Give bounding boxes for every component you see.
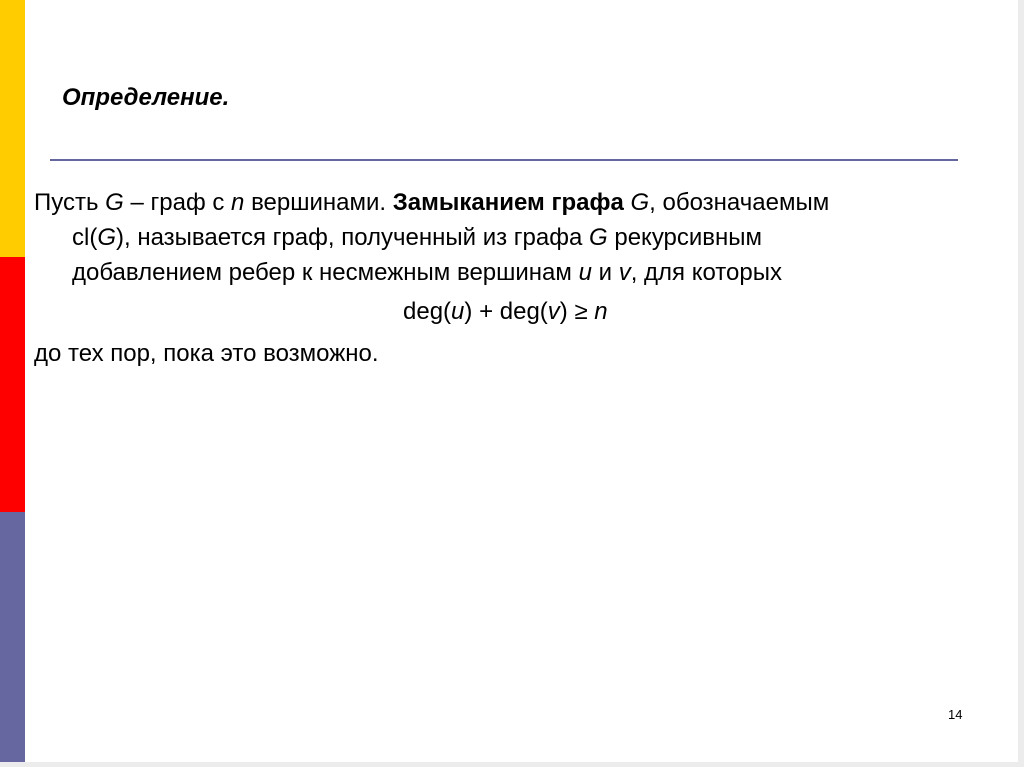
defined-term: Замыканием графа bbox=[392, 189, 624, 216]
variable-g: G bbox=[97, 224, 116, 251]
definition-line-1 bbox=[34, 188, 829, 218]
text-segment: , обозначаемым bbox=[649, 189, 830, 216]
variable-u: u bbox=[451, 298, 465, 325]
variable-n: n bbox=[594, 298, 608, 325]
definition-line-3 bbox=[72, 258, 782, 288]
slide-title: Определение. bbox=[62, 84, 230, 111]
text-segment: , для которых bbox=[630, 259, 782, 286]
variable-g: G bbox=[105, 189, 124, 216]
accent-bar-red bbox=[0, 257, 25, 512]
variable-n: n bbox=[231, 189, 245, 216]
text-segment: и bbox=[591, 259, 619, 286]
text-segment: – граф с bbox=[123, 189, 232, 216]
variable-g: G bbox=[630, 189, 650, 216]
variable-v: v bbox=[618, 259, 631, 286]
frame-edge-right bbox=[1018, 0, 1024, 767]
text-segment: deg( bbox=[403, 298, 452, 325]
text-segment: Пусть bbox=[34, 189, 106, 216]
frame-edge-bottom bbox=[0, 762, 1024, 767]
page-number: 14 bbox=[948, 707, 963, 722]
degree-formula bbox=[403, 297, 608, 327]
variable-g: G bbox=[589, 224, 608, 251]
accent-bar-blue bbox=[0, 512, 25, 767]
accent-bar-yellow bbox=[0, 0, 25, 257]
definition-line-5: до тех пор, пока это возможно. bbox=[34, 340, 379, 367]
text-segment: ), называется граф, полученный из графа bbox=[116, 224, 590, 251]
variable-v: v bbox=[547, 298, 560, 325]
definition-line-2 bbox=[72, 223, 762, 253]
variable-u: u bbox=[578, 259, 592, 286]
text-segment: ) ≥ bbox=[559, 298, 595, 325]
text-segment: добавлением ребер к несмежным вершинам bbox=[72, 259, 579, 286]
text-segment: рекурсивным bbox=[607, 224, 763, 251]
text-segment: вершинами. bbox=[244, 189, 393, 216]
text-segment: ) + deg( bbox=[464, 298, 548, 325]
title-divider bbox=[50, 159, 958, 161]
text-segment: cl( bbox=[72, 224, 98, 251]
